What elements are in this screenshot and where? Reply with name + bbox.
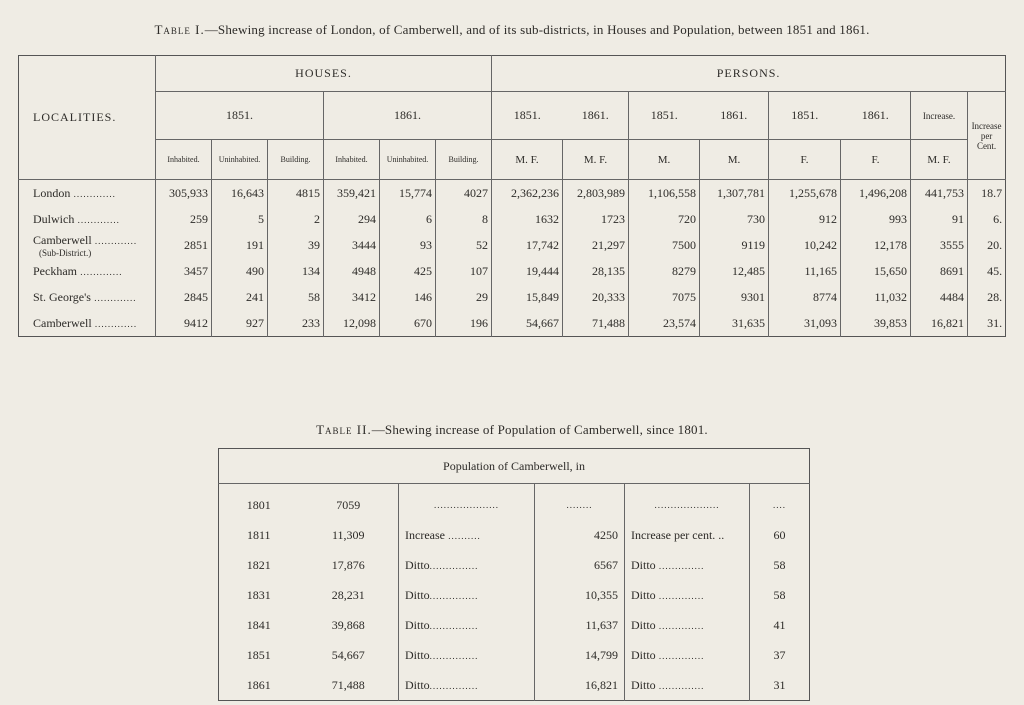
pct-cell: 58 (750, 550, 810, 580)
pct-label: Increase per cent. .. (631, 527, 725, 542)
houses-1851-cell: 16,643 (212, 180, 268, 207)
f51-cell: 1,255,678 (769, 180, 841, 207)
table2-caption-label: Table II. (316, 422, 372, 437)
leader-dots: ............. (74, 214, 120, 225)
f51-cell: 11,165 (769, 258, 841, 284)
leader-dots: .............. (655, 620, 705, 631)
f61-cell: 993 (841, 206, 911, 232)
houses-1861-cell: 359,421 (324, 180, 380, 207)
males-1861-header: 1861. (700, 92, 769, 140)
leader-dots: .......... (444, 530, 481, 541)
f61-cell: 11,032 (841, 284, 911, 310)
p61-mf-header: M. F. (563, 140, 629, 180)
leader-dots: .............. (655, 560, 705, 571)
f51-cell: 10,242 (769, 232, 841, 258)
pct-label: Ditto (631, 647, 656, 662)
leader-dots: ............... (429, 680, 479, 691)
p61-cell: 2,803,989 (563, 180, 629, 207)
houses-1861-cell: 52 (436, 232, 492, 258)
houses-1851-cell: 2851 (156, 232, 212, 258)
houses-1851-cell: 4815 (268, 180, 324, 207)
houses-1861-cell: 146 (380, 284, 436, 310)
houses-1861-cell: 15,774 (380, 180, 436, 207)
p61-cell: 20,333 (563, 284, 629, 310)
pct-cell: 41 (750, 610, 810, 640)
f61-cell: 1,496,208 (841, 180, 911, 207)
inc-cell: 8691 (911, 258, 968, 284)
table-row (219, 520, 810, 550)
increase-cell: 11,637 (535, 610, 625, 640)
houses-1861-cell: 3444 (324, 232, 380, 258)
population-cell: 7059 (336, 497, 361, 512)
houses-1851-cell: 259 (156, 206, 212, 232)
leader-dots: ............... (429, 560, 479, 571)
m51-cell: 1,106,558 (629, 180, 700, 207)
table-row (19, 180, 1006, 207)
pct-cell: 60 (750, 520, 810, 550)
p51-cell: 1632 (492, 206, 563, 232)
pct-cell: 20. (968, 232, 1006, 258)
houses-1861-cell: 8 (436, 206, 492, 232)
pct-cell: 31 (750, 670, 810, 701)
leader-dots: ............. (70, 188, 116, 199)
increase-label: Ditto (405, 587, 430, 602)
houses-1861-header: 1861. (324, 92, 492, 140)
pct-cell: 58 (750, 580, 810, 610)
increase-label-cell (399, 550, 535, 580)
locality-name: Camberwell (33, 315, 92, 330)
f61-cell: 15,650 (841, 258, 911, 284)
locality-cell (19, 284, 156, 310)
m51-cell: 7500 (629, 232, 700, 258)
increase-label-cell (399, 640, 535, 670)
locality-name: Peckham (33, 263, 77, 278)
pct-label: Ditto (631, 617, 656, 632)
houses-header: HOUSES. (156, 56, 492, 92)
leader-dots: ............. (91, 318, 138, 329)
houses-1851-cell: 134 (268, 258, 324, 284)
localities-header: LOCALITIES. (19, 56, 156, 180)
locality-cell (19, 206, 156, 232)
h61-building-header: Building. (436, 140, 492, 180)
persons-1851-header: 1851. (492, 92, 563, 140)
p51-cell: 2,362,236 (492, 180, 563, 207)
leader-dots: ............... (429, 590, 479, 601)
houses-1861-cell: 294 (324, 206, 380, 232)
leader-dots: ............. (90, 292, 137, 303)
leader-dots: ............. (91, 235, 138, 246)
increase-cell: 4250 (535, 520, 625, 550)
houses-1851-cell: 305,933 (156, 180, 212, 207)
leader-dots: .............. (655, 650, 705, 661)
increase-pct-header: Increase per Cent. (968, 92, 1006, 180)
locality-cell (19, 232, 156, 258)
year-cell: 1851 (246, 647, 271, 662)
leader-dots: ............... (429, 620, 479, 631)
increase-label-cell (399, 580, 535, 610)
persons-1861-header: 1861. (563, 92, 629, 140)
year-cell: 1861 (246, 677, 271, 692)
pct-cell: 18.7 (968, 180, 1006, 207)
increase-label: Ditto (405, 677, 430, 692)
table2-caption-text: —Shewing increase of Population of Camberwell, since 1801. (371, 422, 708, 437)
males-1851-header: 1851. (629, 92, 700, 140)
increase-label: Ditto (405, 557, 430, 572)
houses-1851-cell: 2 (268, 206, 324, 232)
pct-cell: 31. (968, 310, 1006, 337)
houses-1861-cell: 29 (436, 284, 492, 310)
inc-cell: 91 (911, 206, 968, 232)
year-cell: 1821 (246, 557, 271, 572)
m51-cell: 8279 (629, 258, 700, 284)
houses-1861-cell: 93 (380, 232, 436, 258)
f51-cell: 912 (769, 206, 841, 232)
year-cell: 1801 (246, 497, 271, 512)
h51-uninhabited-header: Uninhabited. (212, 140, 268, 180)
h61-inhabited-header: Inhabited. (324, 140, 380, 180)
pct-label-cell (625, 580, 750, 610)
p51-cell: 15,849 (492, 284, 563, 310)
table2-title: Population of Camberwell, in (219, 449, 810, 484)
population-cell: 17,876 (331, 557, 365, 572)
h61-uninhabited-header: Uninhabited. (380, 140, 436, 180)
increase-label: Ditto (405, 647, 430, 662)
year-cell: 1811 (246, 527, 271, 542)
table1-caption-label: Table I. (154, 22, 205, 37)
pct-label-cell (625, 550, 750, 580)
m61-cell: 31,635 (700, 310, 769, 337)
pct-label-cell (625, 610, 750, 640)
houses-1861-cell: 425 (380, 258, 436, 284)
increase-label-cell (399, 520, 535, 550)
table2 (218, 448, 810, 701)
leader-dots: ............... (429, 650, 479, 661)
locality-name: Camberwell (33, 232, 92, 247)
h51-inhabited-header: Inhabited. (156, 140, 212, 180)
houses-1861-cell: 107 (436, 258, 492, 284)
population-cell: 71,488 (331, 677, 365, 692)
leader-dots: ............. (77, 266, 123, 277)
increase-label-cell (399, 670, 535, 701)
increase-cell: 10,355 (535, 580, 625, 610)
houses-1851-cell: 191 (212, 232, 268, 258)
m61-cell: 12,485 (700, 258, 769, 284)
pct-label: Ditto (631, 677, 656, 692)
year-cell: 1831 (246, 587, 271, 602)
pct-label: Ditto (631, 557, 656, 572)
houses-1861-cell: 6 (380, 206, 436, 232)
table2-caption (0, 422, 1024, 438)
table-row (19, 310, 1006, 337)
p51-cell: 54,667 (492, 310, 563, 337)
m51-cell: 720 (629, 206, 700, 232)
houses-1861-cell: 12,098 (324, 310, 380, 337)
houses-1851-cell: 927 (212, 310, 268, 337)
leader-dots: .............. (655, 590, 705, 601)
pct-cell: 37 (750, 640, 810, 670)
houses-1861-cell: 3412 (324, 284, 380, 310)
year-cell: 1841 (246, 617, 271, 632)
f61-cell: 12,178 (841, 232, 911, 258)
locality-name: Dulwich (33, 211, 75, 226)
table-row (219, 640, 810, 670)
p51-cell: 17,742 (492, 232, 563, 258)
m51-cell: 23,574 (629, 310, 700, 337)
houses-1851-cell: 2845 (156, 284, 212, 310)
f61-cell: 39,853 (841, 310, 911, 337)
p61-cell: 71,488 (563, 310, 629, 337)
houses-1851-cell: 9412 (156, 310, 212, 337)
houses-1861-cell: 196 (436, 310, 492, 337)
leader-dots: ........ (535, 484, 625, 521)
increase-header: Increase. (911, 92, 968, 140)
houses-1851-cell: 5 (212, 206, 268, 232)
houses-1851-cell: 233 (268, 310, 324, 337)
persons-header: PERSONS. (492, 56, 1006, 92)
pct-label-cell (625, 640, 750, 670)
m61-cell: 730 (700, 206, 769, 232)
houses-1851-cell: 39 (268, 232, 324, 258)
houses-1851-cell: 58 (268, 284, 324, 310)
m51-cell: 7075 (629, 284, 700, 310)
pct-label-cell (625, 670, 750, 701)
f51-cell: 31,093 (769, 310, 841, 337)
table-row (219, 550, 810, 580)
females-1861-header: 1861. (841, 92, 911, 140)
houses-1851-cell: 490 (212, 258, 268, 284)
h51-building-header: Building. (268, 140, 324, 180)
inc-cell: 16,821 (911, 310, 968, 337)
increase-cell: 16,821 (535, 670, 625, 701)
population-cell: 11,309 (331, 527, 365, 542)
locality-name: London (33, 185, 71, 200)
locality-name: St. George's (33, 289, 91, 304)
table1 (18, 55, 1006, 337)
inc-cell: 441,753 (911, 180, 968, 207)
table1-caption-text: —Shewing increase of London, of Camberwell, and of its sub-districts, in Houses and Population, between 1851 and 1861. (204, 22, 870, 37)
table-row (19, 206, 1006, 232)
f61-header: F. (841, 140, 911, 180)
table-row (19, 258, 1006, 284)
houses-1861-cell: 670 (380, 310, 436, 337)
locality-cell (19, 310, 156, 337)
leader-dots: .................... (399, 484, 535, 521)
increase-label-cell (399, 610, 535, 640)
houses-1851-header: 1851. (156, 92, 324, 140)
houses-1861-cell: 4027 (436, 180, 492, 207)
pct-cell: 45. (968, 258, 1006, 284)
m61-cell: 9301 (700, 284, 769, 310)
females-1851-header: 1851. (769, 92, 841, 140)
table-row (219, 670, 810, 701)
increase-cell: 6567 (535, 550, 625, 580)
p61-cell: 1723 (563, 206, 629, 232)
locality-cell (19, 180, 156, 207)
p61-cell: 21,297 (563, 232, 629, 258)
m61-cell: 9119 (700, 232, 769, 258)
population-cell: 28,231 (331, 587, 365, 602)
table-row (19, 232, 1006, 258)
locality-sub: (Sub-District.) (39, 247, 92, 258)
f51-cell: 8774 (769, 284, 841, 310)
increase-cell: 14,799 (535, 640, 625, 670)
houses-1851-cell: 241 (212, 284, 268, 310)
table1-caption (0, 22, 1024, 38)
houses-1851-cell: 3457 (156, 258, 212, 284)
population-cell: 39,868 (331, 617, 365, 632)
f51-header: F. (769, 140, 841, 180)
p61-cell: 28,135 (563, 258, 629, 284)
increase-label: Ditto (405, 617, 430, 632)
m61-header: M. (700, 140, 769, 180)
houses-1861-cell: 4948 (324, 258, 380, 284)
first-row-dots: .... (750, 484, 810, 521)
table-row (19, 284, 1006, 310)
table-row (219, 610, 810, 640)
table-row (219, 484, 810, 521)
leader-dots: .................... (625, 484, 750, 521)
inc-cell: 3555 (911, 232, 968, 258)
locality-cell (19, 258, 156, 284)
m51-header: M. (629, 140, 700, 180)
leader-dots: .............. (655, 680, 705, 691)
pct-label: Ditto (631, 587, 656, 602)
m61-cell: 1,307,781 (700, 180, 769, 207)
pct-label-cell (625, 520, 750, 550)
table-row (219, 580, 810, 610)
pct-cell: 28. (968, 284, 1006, 310)
inc-mf-header: M. F. (911, 140, 968, 180)
p51-cell: 19,444 (492, 258, 563, 284)
p51-mf-header: M. F. (492, 140, 563, 180)
pct-cell: 6. (968, 206, 1006, 232)
population-cell: 54,667 (331, 647, 365, 662)
inc-cell: 4484 (911, 284, 968, 310)
increase-label: Increase (405, 527, 445, 542)
